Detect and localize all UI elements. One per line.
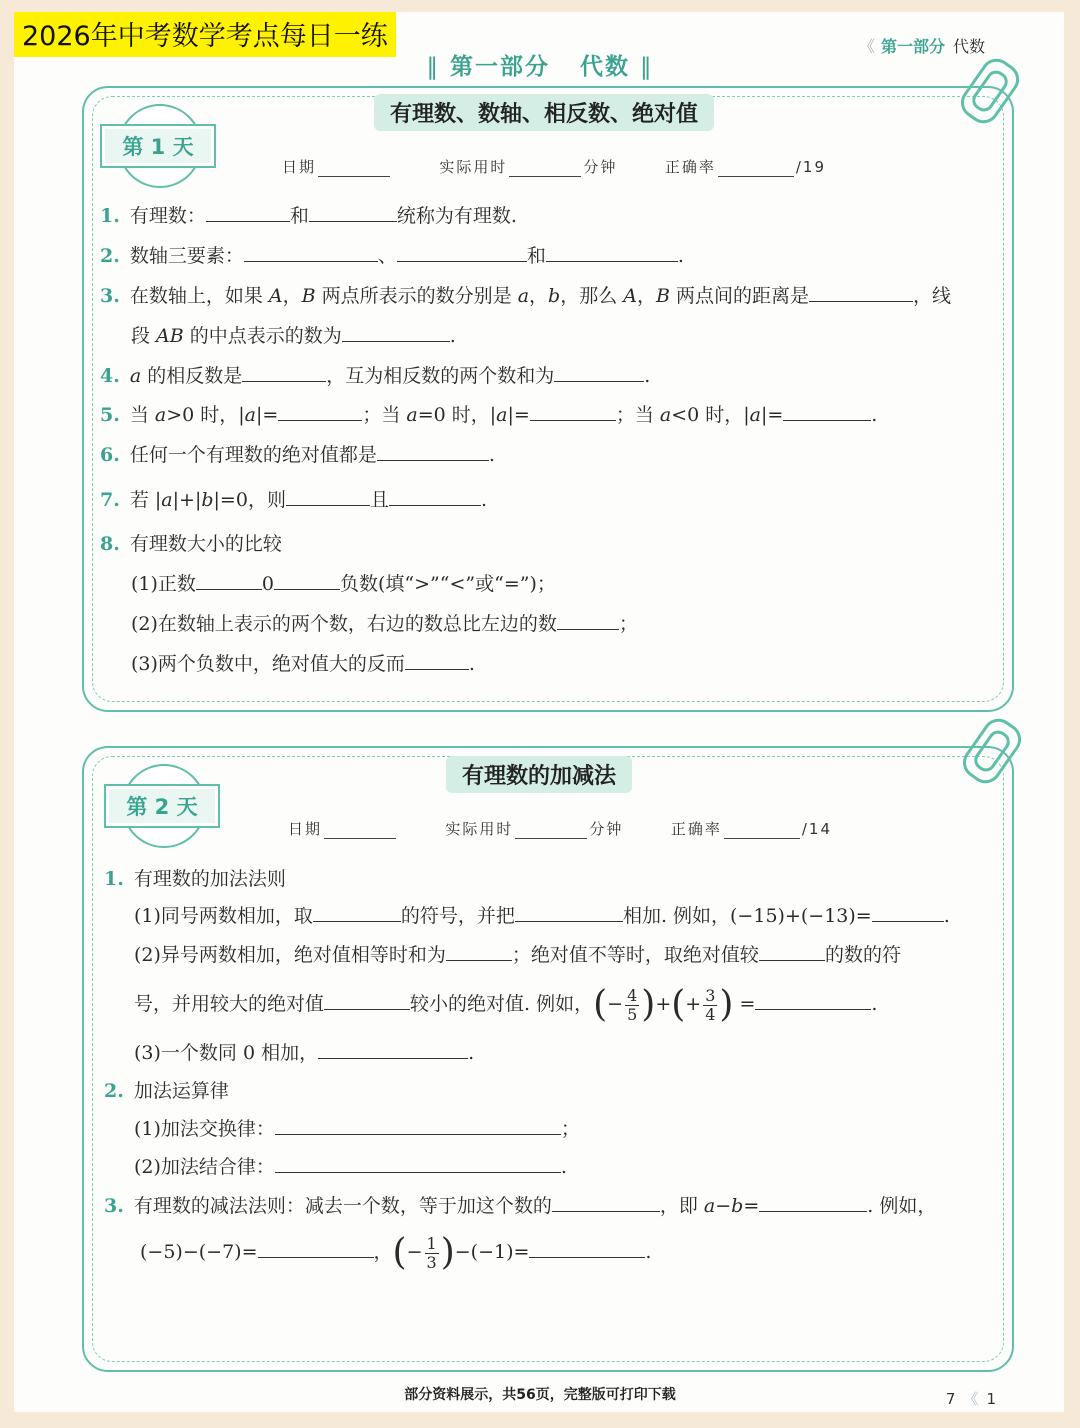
section-header-center: ‖ 第一部分 代数 ‖ xyxy=(426,54,654,80)
sub-question: (2)在数轴上表示的两个数，右边的数总比左边的数 ； xyxy=(131,613,638,635)
sub-question: (3)一个数同 0 相加， . xyxy=(134,1042,475,1064)
day1-badge: 第 1 天 xyxy=(100,104,216,194)
question: 8. 有理数大小的比较 xyxy=(100,533,282,555)
day2-badge: 第 2 天 xyxy=(104,764,220,854)
question: 6. 任何一个有理数的绝对值都是 . xyxy=(100,444,495,466)
sub-question: (1)正数 0 负数(填“>”“<”或“=”)； xyxy=(131,573,556,595)
chevron-left-icon: 《 xyxy=(963,1390,979,1408)
day2-meta: 日期 实际用时 分钟 正确率 /14 xyxy=(288,820,832,838)
sub-question: (1)同号两数相加，取 的符号，并把 相加. 例如，(−15)+(−13)= . xyxy=(134,905,950,927)
date-blank[interactable] xyxy=(318,176,390,177)
question: 3. 在数轴上，如果 A，B 两点所表示的数分别是 a，b，那么 A，B 两点间的距离是 ，线 xyxy=(100,285,952,307)
sub-question: (1)加法交换律： ； xyxy=(134,1118,580,1140)
time-blank[interactable] xyxy=(509,176,581,177)
question-cont: (−5)−(−7)= ，(− $\frac{1}{3}$ )−(−1)= . xyxy=(140,1232,652,1273)
question: 2. 加法运算律 xyxy=(104,1080,229,1102)
sub-question: 号，并用较大的绝对值 较小的绝对值. 例如，(− $\frac{4}{5}$ )+(+ $\frac{3}{4}$ ) = . xyxy=(134,984,878,1025)
collection-title: 2026年中考数学考点每日一练 xyxy=(14,12,396,57)
page-number: 7 《 1 xyxy=(945,1390,996,1408)
time-blank[interactable] xyxy=(515,838,587,839)
question: 5. 当 a>0 时，|a|= ；当 a=0 时，|a|= ；当 a<0 时，|a|= . xyxy=(100,404,878,426)
day1-meta: 日期 实际用时 分钟 正确率 /19 xyxy=(282,158,826,176)
sub-question: (3)两个负数中，绝对值大的反而 . xyxy=(131,653,475,675)
question: 1. 有理数的加法法则 xyxy=(104,868,286,890)
accuracy-blank[interactable] xyxy=(718,176,794,177)
question-cont: 段 AB 的中点表示的数为 . xyxy=(131,325,456,347)
day2-title: 有理数的加减法 xyxy=(446,756,632,793)
question: 4. a 的相反数是 ，互为相反数的两个数和为 . xyxy=(100,365,651,387)
accuracy-blank[interactable] xyxy=(724,838,800,839)
footer-note: 部分资料展示，共56页，完整版可打印下载 xyxy=(404,1387,676,1403)
sub-question: (2)异号两数相加，绝对值相等时和为 ；绝对值不等时，取绝对值较 的数的符 xyxy=(134,944,901,966)
question: 3. 有理数的减法法则：减去一个数，等于加这个数的 ，即 a−b= . 例如， xyxy=(104,1195,937,1217)
date-blank[interactable] xyxy=(324,838,396,839)
section-header-right: 《 第一部分 代数 xyxy=(858,37,985,56)
chevron-left-icon: 《 xyxy=(858,37,875,56)
question: 2. 数轴三要素： 、 和 . xyxy=(100,245,684,267)
sub-question: (2)加法结合律： . xyxy=(134,1156,567,1178)
question: 1. 有理数： 和 统称为有理数. xyxy=(100,205,517,227)
day1-title: 有理数、数轴、相反数、绝对值 xyxy=(374,94,714,131)
question: 7. 若 |a|+|b|=0，则 且 . xyxy=(100,489,488,511)
